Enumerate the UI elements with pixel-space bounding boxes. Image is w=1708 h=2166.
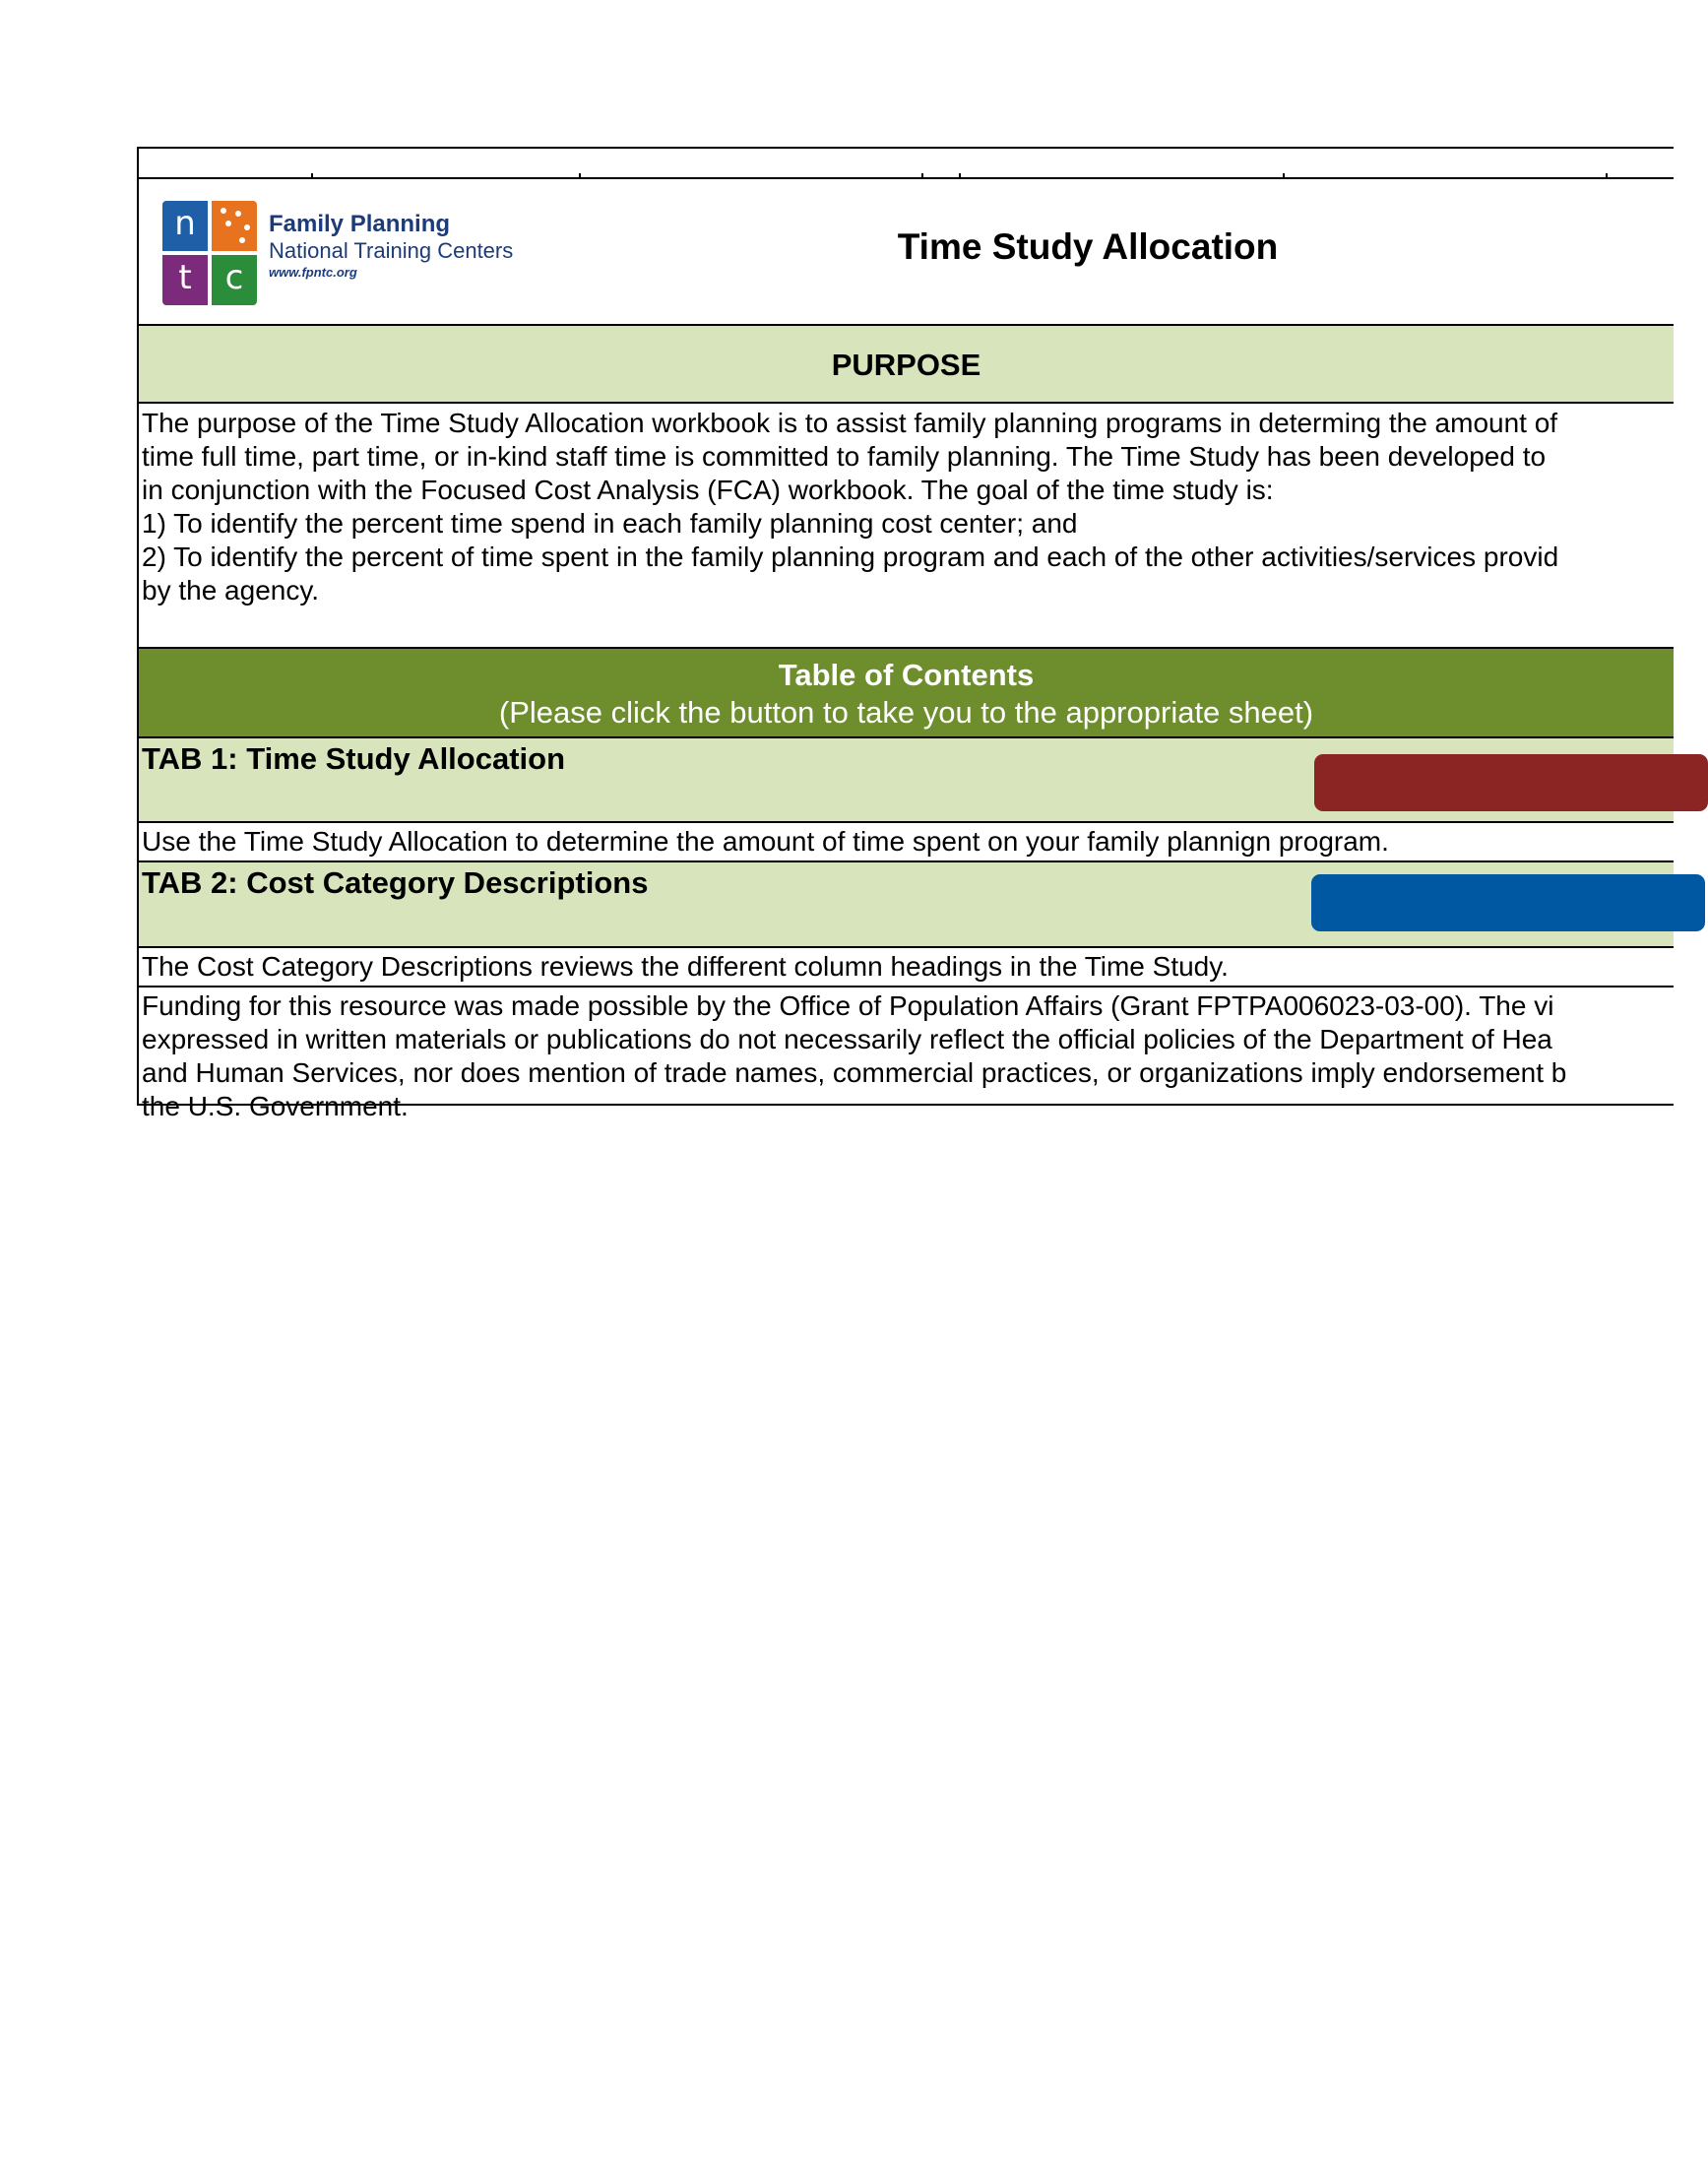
logo-url: www.fpntc.org — [269, 265, 357, 280]
tab-2-row — [139, 862, 1674, 948]
cell-divider — [959, 173, 961, 177]
purpose-line: 1) To identify the percent time spend in each family planning cost center; and — [142, 508, 1078, 539]
fpntc-logo — [162, 201, 517, 307]
purpose-line: by the agency. — [142, 575, 320, 605]
logo-letter-n: n — [162, 201, 208, 251]
tab-1-label: TAB 1: Time Study Allocation — [142, 741, 566, 776]
logo-letter-c: c — [212, 255, 257, 305]
logo-text — [269, 211, 513, 282]
top-strip — [139, 149, 1674, 179]
logo-dot — [225, 221, 231, 226]
cell-divider — [921, 173, 923, 177]
page-title: Time Study Allocation — [897, 226, 1279, 267]
toc-subtitle: (Please click the button to take you to the appropriate sheet) — [498, 695, 1314, 730]
purpose-line: in conjunction with the Focused Cost Analysis (FCA) workbook. The goal of the time study is: — [142, 475, 1274, 505]
funding-line: and Human Services, nor does mention of trade names, commercial practices, or organizations imply endorsement b — [142, 1057, 1567, 1088]
cell-divider — [1606, 173, 1608, 177]
funding-line: Funding for this resource was made possible by the Office of Population Affairs (Grant FPTPA006023-03-00). The vi — [142, 990, 1554, 1021]
logo-line-1: Family Planning — [269, 211, 451, 237]
header — [139, 179, 1674, 326]
logo-mark — [162, 201, 257, 305]
logo-dot — [244, 224, 250, 230]
logo-line-2: National Training Centers — [269, 238, 514, 263]
purpose-line: time full time, part time, or in-kind staff time is committed to family planning. The Time Study has been developed to — [142, 441, 1547, 472]
toc-header — [139, 649, 1674, 738]
go-to-cost-category-descriptions-button[interactable] — [1311, 874, 1705, 931]
cell-divider — [311, 173, 313, 177]
logo-letter-t: t — [162, 255, 208, 305]
go-to-time-study-allocation-button[interactable] — [1314, 754, 1708, 811]
logo-dots — [212, 201, 257, 251]
purpose-line: The purpose of the Time Study Allocation workbook is to assist family planning programs in determing the amount of — [142, 408, 1558, 438]
toc-title: Table of Contents — [778, 658, 1035, 692]
funding-line: the U.S. Government. — [142, 1091, 409, 1121]
funding-line: expressed in written materials or publications do not necessarily reflect the official policies of the Department of Hea — [142, 1024, 1552, 1054]
logo-dot — [235, 211, 241, 217]
purpose-line: 2) To identify the percent of time spent in the family planning program and each of the other activities/services provid — [142, 542, 1559, 572]
tab-2-description: The Cost Category Descriptions reviews the different column headings in the Time Study. — [139, 948, 1674, 987]
tab-1-row — [139, 738, 1674, 823]
cell-divider — [579, 173, 581, 177]
purpose-text — [139, 404, 1674, 649]
worksheet — [137, 147, 1674, 1121]
tab-1-description: Use the Time Study Allocation to determine the amount of time spent on your family plannign program. — [139, 823, 1674, 862]
purpose-heading: PURPOSE — [139, 326, 1674, 404]
logo-dot — [221, 208, 226, 214]
funding-disclaimer — [139, 987, 1674, 1121]
logo-dot — [239, 237, 245, 243]
tab-2-label: TAB 2: Cost Category Descriptions — [142, 865, 649, 900]
cell-divider — [1283, 173, 1285, 177]
